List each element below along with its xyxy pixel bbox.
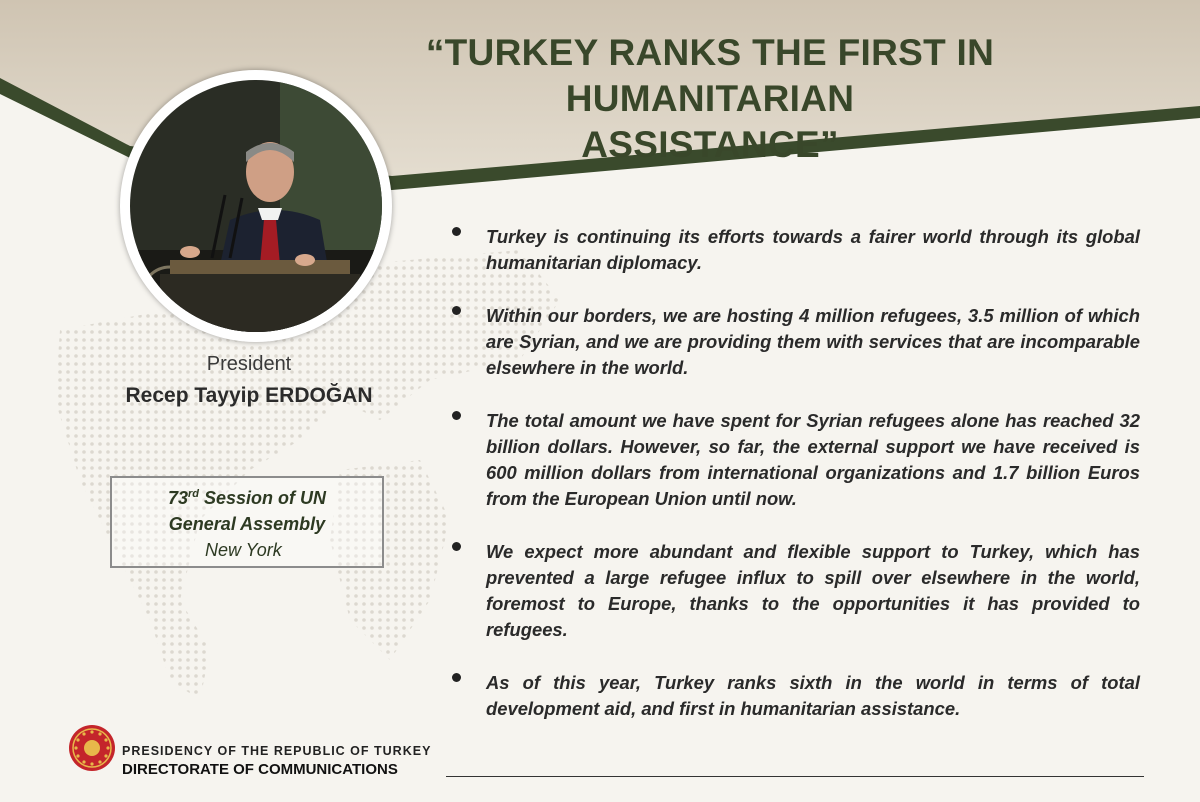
bullet-dot-icon: [452, 542, 461, 551]
list-item: [450, 539, 1140, 643]
bullet-text: We expect more abundant and flexible support to Turkey, which has prevented a large refugee influx to spill over elsewhere in the world, foremost to Europe, thanks to the opportunities it has provided to refugees.: [486, 541, 1140, 640]
org-department: DIRECTORATE OF COMMUNICATIONS: [122, 761, 398, 778]
event-info-box: [110, 476, 384, 568]
bullet-dot-icon: [452, 411, 461, 420]
event-city: New York: [205, 540, 282, 560]
list-item: [450, 408, 1140, 512]
bullet-text: Within our borders, we are hosting 4 million refugees, 3.5 million of which are Syrian, and we are providing them with services that are incomparable elsewhere in the world.: [486, 305, 1140, 378]
title-line-2: ASSISTANCE”: [581, 124, 839, 165]
bullet-text: The total amount we have spent for Syrian refugees alone has reached 32 billion dollars. However, so far, the external support we have received is 600 million dollars from international organizations and 1.7 billion Euros from the European Union until now.: [486, 410, 1140, 509]
speaker-title: President: [206, 353, 292, 375]
bullet-dot-icon: [452, 673, 461, 682]
session-rest: Session of UN: [199, 488, 327, 508]
bullet-list: [450, 224, 1140, 749]
session-suffix: rd: [188, 488, 199, 500]
list-item: [450, 224, 1140, 276]
event-session: [112, 488, 382, 509]
speaker-name: Recep Tayyip ERDOĞAN: [125, 384, 373, 407]
speaker-photo: [120, 70, 392, 342]
list-item: [450, 303, 1140, 381]
bullet-dot-icon: [452, 227, 461, 236]
page-title: [300, 30, 1120, 168]
event-assembly: General Assembly: [168, 514, 326, 534]
bottom-divider: [446, 776, 1144, 777]
session-number: 73: [167, 488, 188, 508]
org-name: PRESIDENCY OF THE REPUBLIC OF TURKEY: [122, 744, 432, 758]
bullet-text: Turkey is continuing its efforts towards a fairer world through its global humanitarian diplomacy.: [486, 226, 1140, 273]
list-item: [450, 670, 1140, 722]
bullet-text: As of this year, Turkey ranks sixth in the world in terms of total development aid, and first in humanitarian assistance.: [486, 672, 1140, 719]
bullet-dot-icon: [452, 306, 461, 315]
presidential-seal-icon: [68, 724, 116, 772]
title-line-1: “TURKEY RANKS THE FIRST IN HUMANITARIAN: [425, 32, 995, 119]
